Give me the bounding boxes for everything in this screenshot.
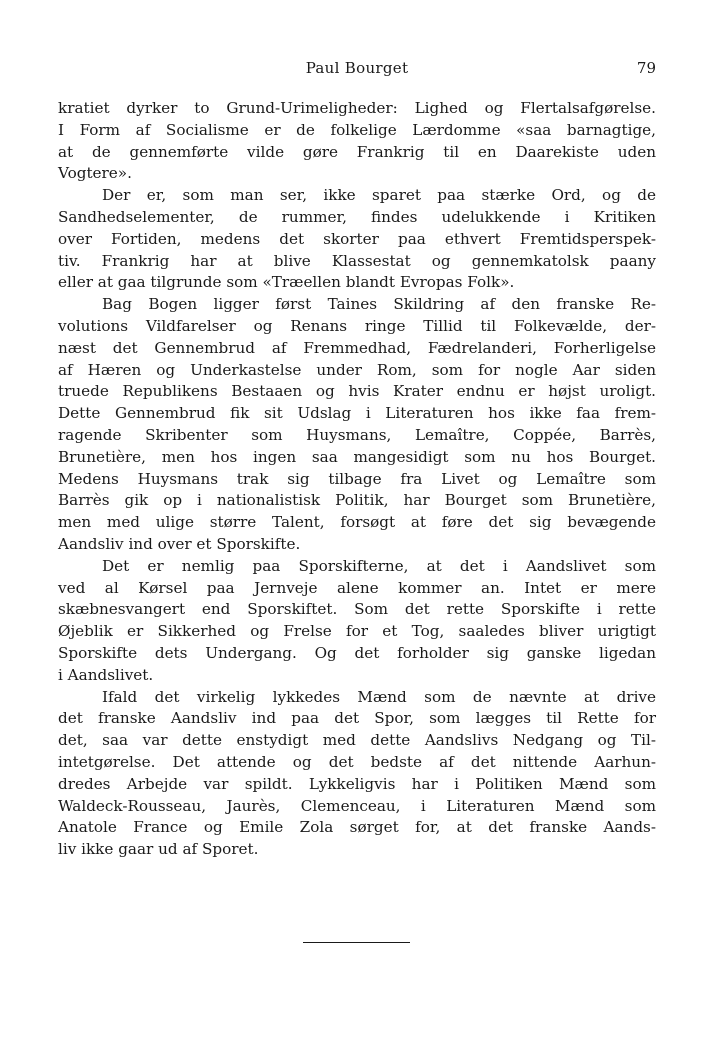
- page-number: 79: [636, 59, 656, 77]
- text-line: dredes Arbejde var spildt. Lykkeligvis har i Politiken Mænd som: [58, 774, 656, 793]
- text-line: det, saa var dette enstydigt med dette Aandslivs Nedgang og Til-: [58, 731, 656, 750]
- text-line: Der er, som man ser, ikke sparet paa stærke Ord, og de: [102, 186, 656, 205]
- text-line: Det er nemlig paa Sporskifterne, at det i Aandslivet som: [102, 556, 656, 575]
- text-line: ved al Kørsel paa Jernveje alene kommer an. Intet er mere: [58, 578, 656, 597]
- text-line: liv ikke gaar ud af Sporet.: [58, 840, 259, 859]
- text-line: Vogtere».: [58, 164, 132, 183]
- text-line: Medens Huysmans trak sig tilbage fra Livet og Lemaître som: [58, 469, 656, 488]
- text-line: Barrès gik op i nationalistisk Politik, har Bourget som Brunetière,: [58, 491, 656, 510]
- text-line: over Fortiden, medens det skorter paa ethvert Fremtidsperspek-: [58, 229, 656, 248]
- text-line: næst det Gennembrud af Fremmedhad, Fædrelanderi, Forherligelse: [58, 338, 656, 357]
- text-line: af Hæren og Underkastelse under Rom, som for nogle Aar siden: [58, 360, 656, 379]
- text-line: kratiet dyrker to Grund-Urimeligheder: Lighed og Flertalsafgørelse.: [58, 99, 656, 117]
- text-line: Aandsliv ind over et Sporskifte.: [58, 534, 301, 553]
- text-line: Sandhedselementer, de rummer, findes udelukkende i Kritiken: [58, 207, 656, 226]
- text-line: volutions Vildfarelser og Renans ringe Tillid til Folkevælde, der-: [58, 316, 656, 335]
- page-header: [58, 59, 656, 81]
- text-line: Anatole France og Emile Zola sørget for, at det franske Aands-: [58, 818, 656, 837]
- text-line: I Form af Socialisme er de folkelige Lærdomme «saa barnagtige,: [58, 120, 656, 139]
- text-line: Dette Gennembrud fik sit Udslag i Literaturen hos ikke faa frem-: [58, 404, 656, 423]
- text-line: Brunetière, men hos ingen saa mangesidigt som nu hos Bourget.: [58, 447, 656, 466]
- text-line: Waldeck-Rousseau, Jaurès, Clemenceau, i Literaturen Mænd som: [58, 796, 656, 815]
- text-line: det franske Aandsliv ind paa det Spor, som lægges til Rette for: [58, 709, 656, 728]
- text-line: ragende Skribenter som Huysmans, Lemaître, Coppée, Barrès,: [58, 425, 656, 444]
- text-line: intetgørelse. Det attende og det bedste af det nittende Aarhun-: [58, 752, 656, 771]
- text-line: skæbnesvangert end Sporskiftet. Som det rette Sporskifte i rette: [58, 600, 656, 619]
- text-line: at de gennemførte vilde gøre Frankrig til en Daarekiste uden: [58, 142, 656, 161]
- text-line: Øjeblik er Sikkerhed og Frelse for et Tog, saaledes bliver urigtigt: [58, 622, 656, 641]
- text-line: men med ulige større Talent, forsøgt at føre det sig bevægende: [58, 513, 656, 532]
- text-line: Sporskifte dets Undergang. Og det forholder sig ganske ligedan: [58, 643, 656, 662]
- text-line: truede Republikens Bestaaen og hvis Krater endnu er højst uroligt.: [58, 382, 656, 401]
- text-line: Ifald det virkelig lykkedes Mænd som de nævnte at drive: [102, 687, 656, 706]
- text-line: i Aandslivet.: [58, 665, 154, 684]
- text-line: eller at gaa tilgrunde som «Træellen blandt Evropas Folk».: [58, 273, 515, 292]
- running-title: Paul Bourget: [305, 59, 409, 77]
- body-text: [58, 98, 656, 861]
- text-line: Bag Bogen ligger først Taines Skildring af den franske Re-: [102, 295, 656, 314]
- text-line: tiv. Frankrig har at blive Klassestat og gennemkatolsk paany: [58, 251, 656, 270]
- end-rule: [303, 942, 410, 943]
